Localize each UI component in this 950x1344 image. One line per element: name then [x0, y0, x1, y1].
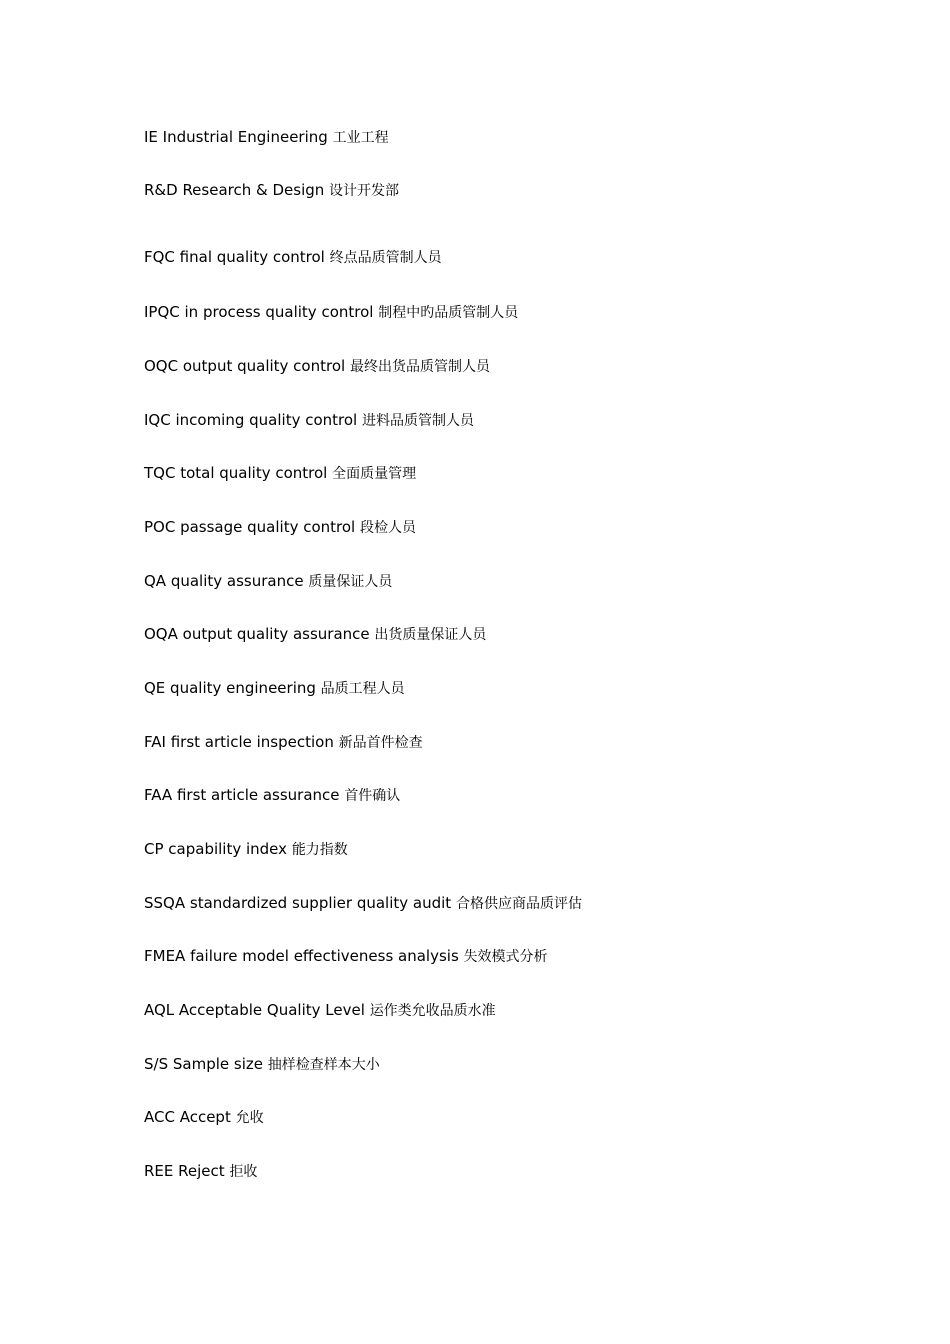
term-en: OQA output quality assurance — [144, 625, 370, 643]
term-zh: 新品首件检查 — [338, 735, 423, 751]
term-zh: 能力指数 — [291, 842, 348, 858]
term-en: POC passage quality control — [144, 518, 356, 536]
term-zh: 合格供应商品质评估 — [455, 896, 582, 912]
glossary-entry-fai — [144, 732, 423, 753]
glossary-entry-acc — [144, 1107, 264, 1128]
term-zh: 品质工程人员 — [320, 681, 405, 697]
term-zh: 允收 — [235, 1110, 264, 1126]
term-en: IE Industrial Engineering — [144, 128, 328, 146]
glossary-entry-qe — [144, 678, 405, 699]
term-en: QE quality engineering — [144, 679, 316, 697]
glossary-entry-rd — [144, 180, 399, 201]
glossary-entry-ssqa — [144, 893, 582, 914]
term-zh: 工业工程 — [332, 130, 389, 146]
term-zh: 拒收 — [229, 1164, 258, 1180]
glossary-entry-oqc — [144, 356, 490, 377]
term-zh: 首件确认 — [344, 788, 401, 804]
term-zh: 运作类允收品质水准 — [369, 1003, 496, 1019]
term-zh: 出货质量保证人员 — [374, 627, 487, 643]
glossary-entry-ipqc — [144, 302, 518, 323]
term-en: FQC final quality control — [144, 248, 325, 266]
term-zh: 质量保证人员 — [308, 574, 393, 590]
term-zh: 全面质量管理 — [332, 466, 417, 482]
glossary-entry-poc — [144, 517, 416, 538]
glossary-entry-ie — [144, 127, 389, 148]
glossary-entry-cp — [144, 839, 348, 860]
glossary-entry-tqc — [144, 463, 416, 484]
glossary-entry-ree — [144, 1161, 257, 1182]
term-en: IPQC in process quality control — [144, 303, 374, 321]
term-en: QA quality assurance — [144, 572, 304, 590]
term-zh: 失效模式分析 — [463, 949, 548, 965]
term-zh: 终点品质管制人员 — [329, 250, 442, 266]
glossary-entry-fmea — [144, 946, 548, 967]
glossary-entry-aql — [144, 1000, 496, 1021]
term-zh: 设计开发部 — [329, 183, 400, 199]
glossary-entry-faa — [144, 785, 400, 806]
term-en: S/S Sample size — [144, 1055, 263, 1073]
term-en: ACC Accept — [144, 1108, 231, 1126]
term-en: AQL Acceptable Quality Level — [144, 1001, 365, 1019]
term-zh: 最终出货品质管制人员 — [349, 359, 490, 375]
term-en: IQC incoming quality control — [144, 411, 358, 429]
term-en: CP capability index — [144, 840, 288, 858]
term-en: R&D Research & Design — [144, 181, 325, 199]
glossary-entry-iqc — [144, 410, 474, 431]
glossary-entry-ss — [144, 1054, 380, 1075]
term-en: FAI first article inspection — [144, 733, 334, 751]
term-zh: 抽样检查样本大小 — [267, 1057, 380, 1073]
glossary-entry-oqa — [144, 624, 486, 645]
term-zh: 段检人员 — [360, 520, 417, 536]
term-en: REE Reject — [144, 1162, 225, 1180]
glossary-entry-qa — [144, 571, 392, 592]
term-en: FAA first article assurance — [144, 786, 340, 804]
term-zh: 进料品质管制人员 — [362, 413, 475, 429]
term-zh: 制程中旳品质管制人员 — [378, 305, 519, 321]
term-en: TQC total quality control — [144, 464, 328, 482]
term-en: OQC output quality control — [144, 357, 346, 375]
glossary-entry-fqc — [144, 247, 442, 268]
term-en: SSQA standardized supplier quality audit — [144, 894, 452, 912]
term-en: FMEA failure model effectiveness analysis — [144, 947, 459, 965]
